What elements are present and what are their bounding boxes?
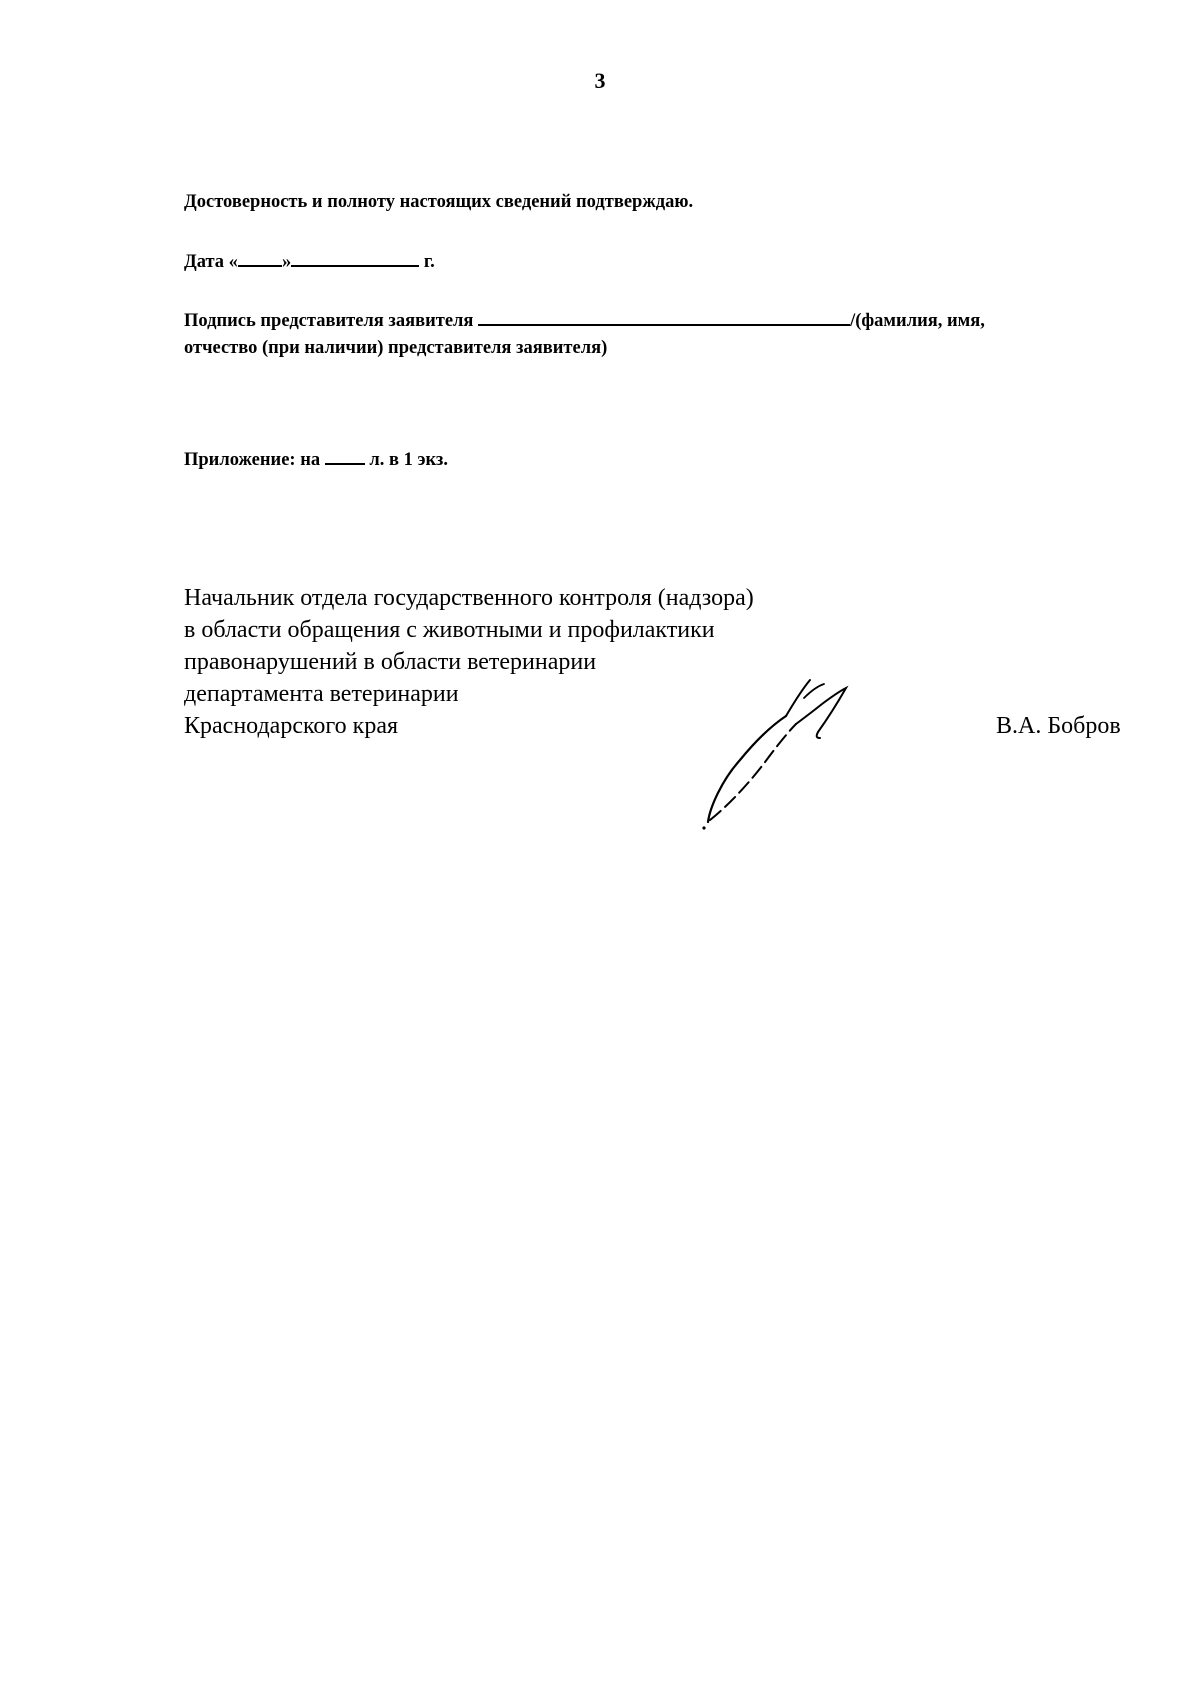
signer-name: В.А. Бобров bbox=[996, 713, 1121, 739]
handwritten-signature-icon bbox=[700, 672, 880, 837]
appendix-line bbox=[184, 445, 448, 474]
date-year-suffix: г. bbox=[419, 252, 435, 272]
chief-position-line: правонарушений в области ветеринарии bbox=[184, 649, 597, 675]
appendix-sheets-blank[interactable] bbox=[325, 445, 365, 465]
page-number: 3 bbox=[594, 68, 606, 93]
signature-blank[interactable] bbox=[478, 306, 850, 326]
chief-position-line: департамента ветеринарии bbox=[184, 681, 459, 707]
date-quote-close: » bbox=[281, 252, 292, 272]
appendix-prefix: Приложение: на bbox=[184, 450, 325, 470]
signature-line bbox=[184, 306, 985, 335]
date-day-blank[interactable] bbox=[238, 247, 282, 267]
chief-position-line: Начальник отдела государственного контроля (надзора) bbox=[184, 585, 754, 611]
signature-suffix: /(фамилия, имя, bbox=[850, 311, 985, 331]
signature-line-2: отчество (при наличии) представителя заявителя) bbox=[184, 338, 608, 358]
chief-position-line: Краснодарского края bbox=[184, 713, 399, 739]
appendix-suffix: л. в 1 экз. bbox=[364, 450, 448, 470]
signature-label: Подпись представителя заявителя bbox=[184, 311, 479, 331]
date-month-blank[interactable] bbox=[291, 247, 419, 267]
date-label: Дата « bbox=[184, 252, 238, 272]
confirmation-statement: Достоверность и полноту настоящих сведений подтверждаю. bbox=[184, 192, 694, 212]
chief-position-block bbox=[184, 582, 754, 742]
date-line bbox=[184, 247, 435, 276]
chief-position-line: в области обращения с животными и профилактики bbox=[184, 617, 715, 643]
